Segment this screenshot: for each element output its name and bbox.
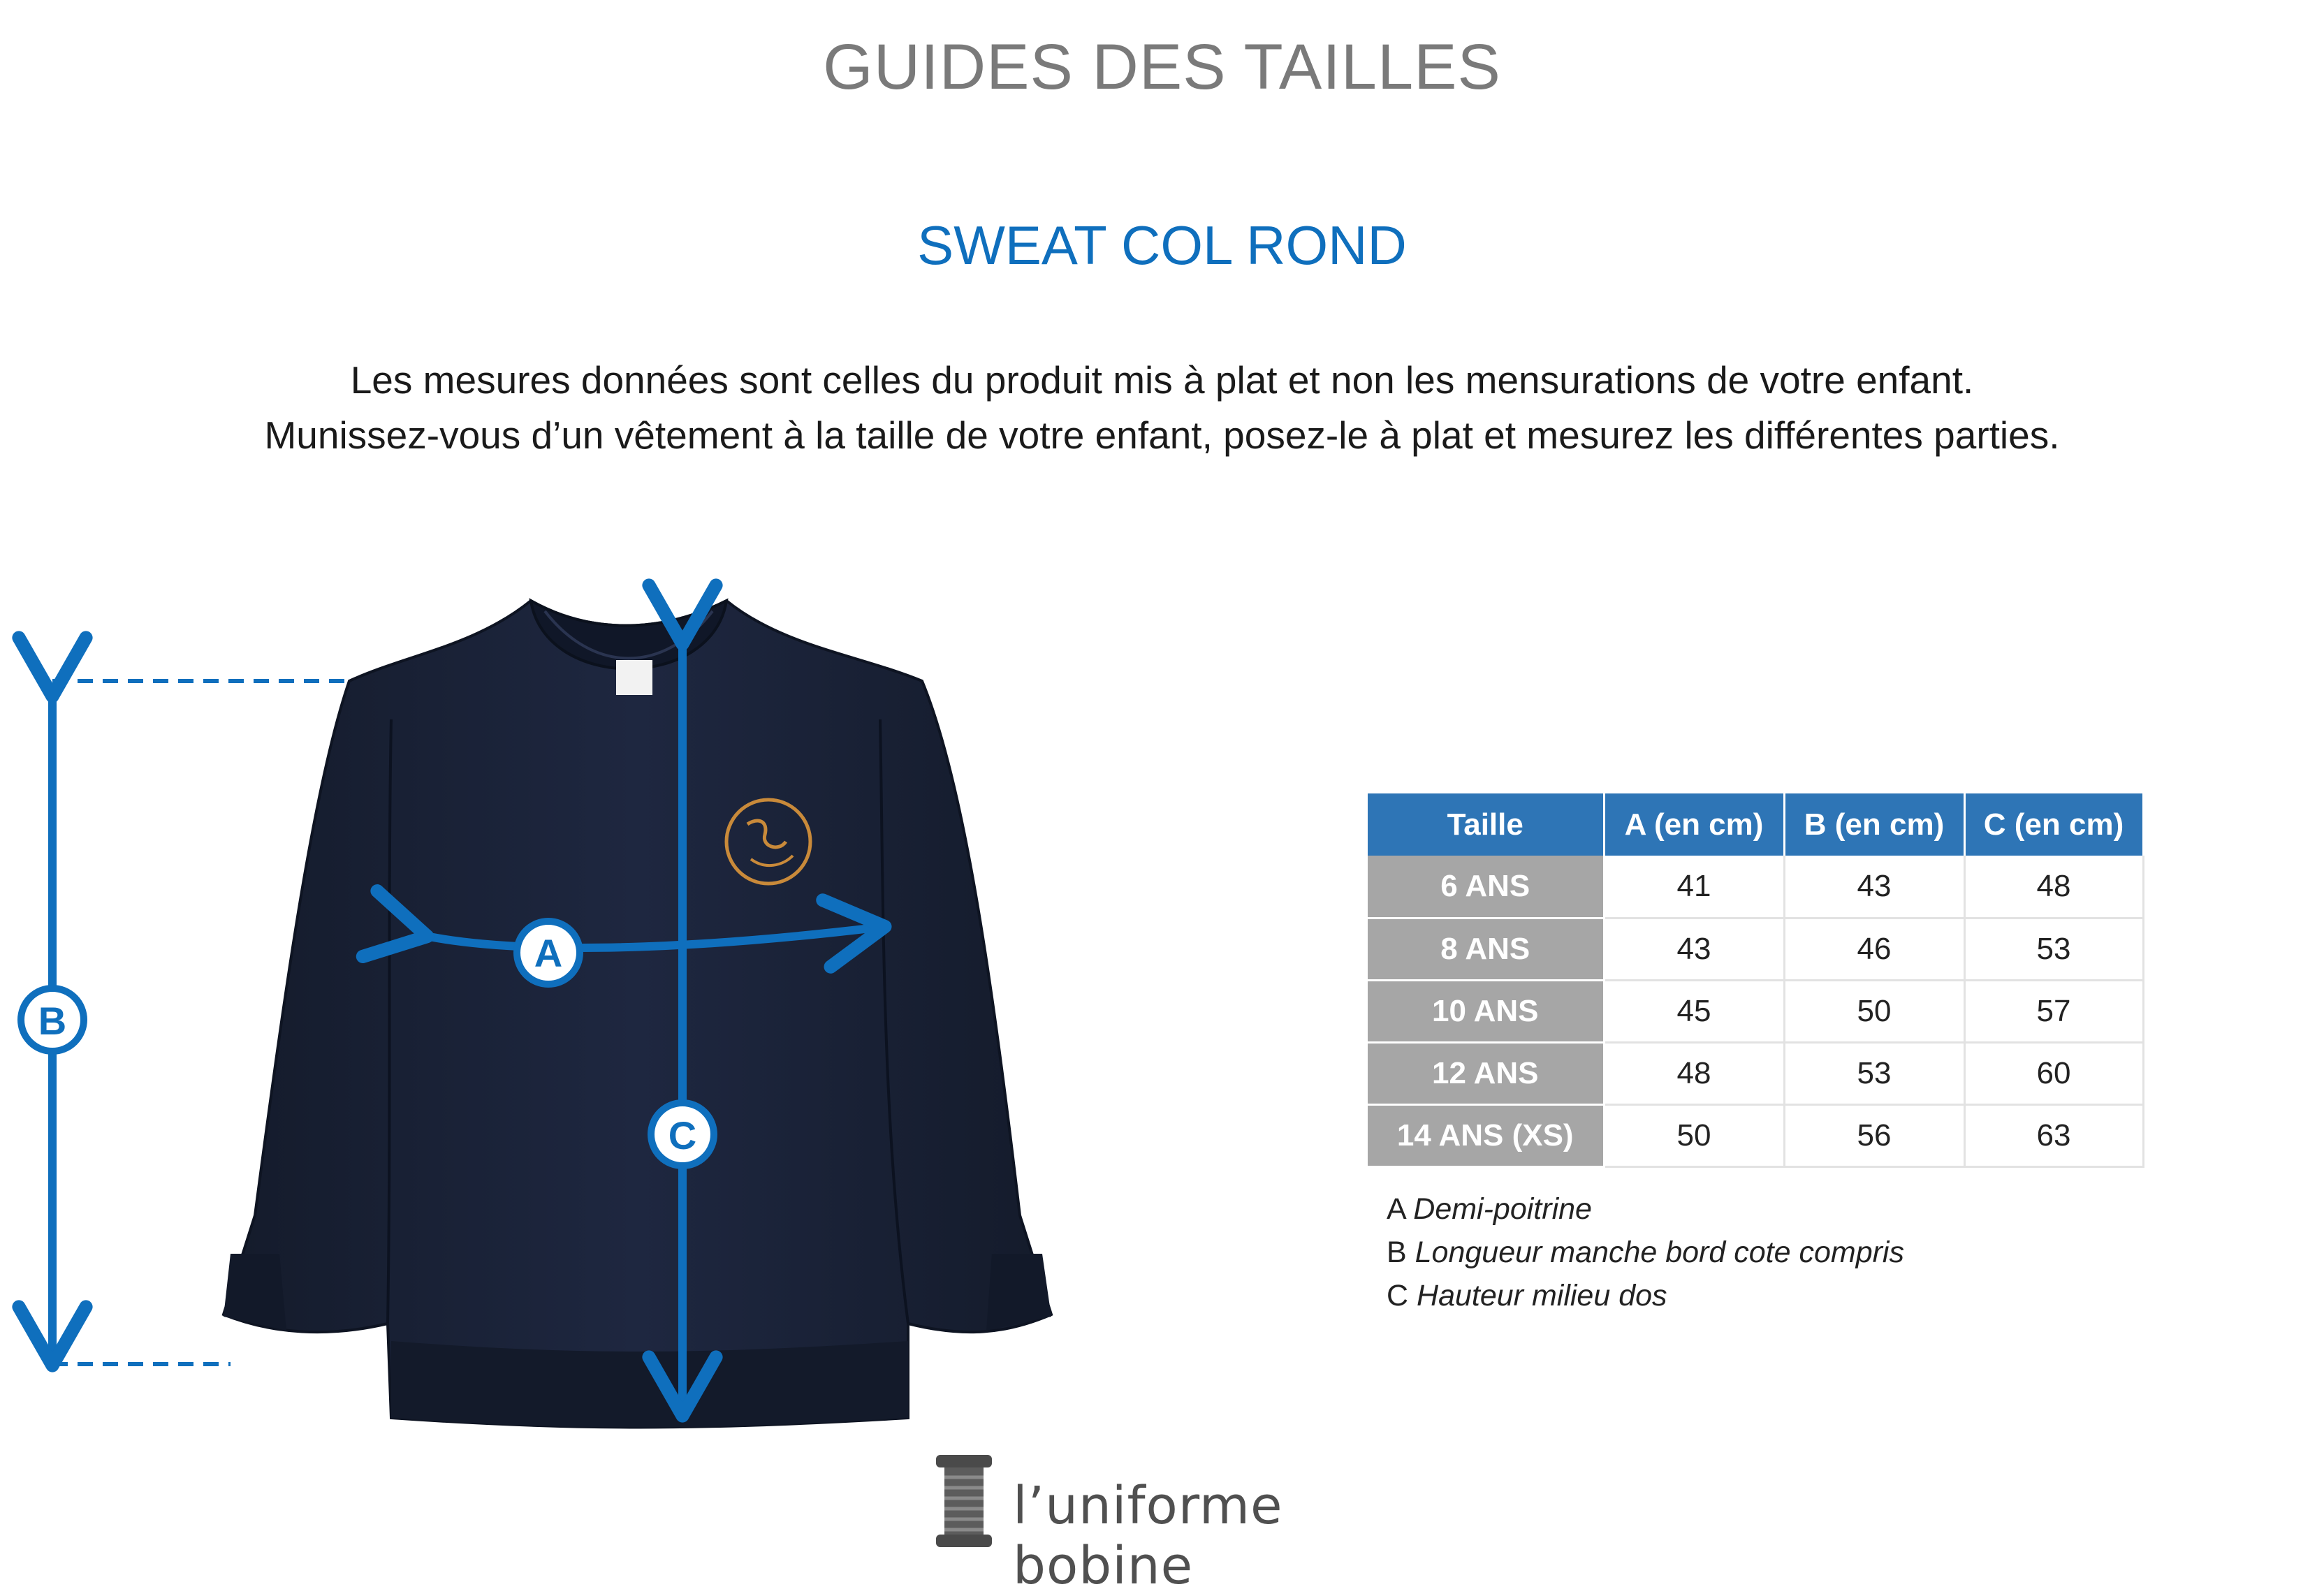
legend-text: Hauteur milieu dos [1417,1279,1667,1312]
intro-line-1: Les mesures données sont celles du produit mis à plat et non les mensurations de votre enfant. [350,358,1974,402]
size-table [1368,793,2144,1168]
size-cell: 6 ANS [1368,856,1604,918]
measure-a-label: A [534,931,563,975]
sweatshirt-image [224,601,1051,1428]
brand-logo [929,1449,1418,1596]
legend-item-c [1387,1274,1904,1317]
thread-spool-icon [929,1449,999,1554]
brand-name: l’uniforme bobine [1013,1476,1283,1596]
table-row [1368,1104,2143,1166]
legend-key: C [1387,1279,1409,1312]
legend-key: A [1387,1192,1405,1226]
legend-key: B [1387,1236,1407,1269]
table-row [1368,856,2143,918]
sweatshirt-body [224,601,1051,1428]
intro-line-2: Munissez-vous d’un vêtement à la taille de votre enfant, posez-le à plat et mesurez les différentes parties. [264,413,2060,457]
size-cell: 8 ANS [1368,918,1604,980]
header-a: A (en cm) [1604,793,1784,856]
value-a-cell: 45 [1604,980,1784,1042]
value-c-cell: 57 [1964,980,2143,1042]
value-c-cell: 63 [1964,1104,2143,1166]
value-b-cell: 46 [1784,918,1964,980]
value-b-cell: 56 [1784,1104,1964,1166]
value-a-cell: 48 [1604,1042,1784,1104]
legend-item-b [1387,1231,1904,1274]
measure-c-label: C [668,1113,697,1157]
table-row [1368,918,2143,980]
size-cell: 10 ANS [1368,980,1604,1042]
page-title: GUIDES DES TAILLES [823,31,1501,103]
measure-b-label: B [38,999,67,1043]
value-b-cell: 43 [1784,856,1964,918]
legend-item-a [1387,1187,1904,1231]
table-row [1368,980,2143,1042]
measurement-legend [1387,1187,1904,1317]
value-c-cell: 53 [1964,918,2143,980]
legend-text: Longueur manche bord cote compris [1415,1236,1904,1269]
value-c-cell: 60 [1964,1042,2143,1104]
value-a-cell: 50 [1604,1104,1784,1166]
legend-text: Demi-poitrine [1413,1192,1592,1226]
header-b: B (en cm) [1784,793,1964,856]
value-a-cell: 43 [1604,918,1784,980]
table-header-row [1368,793,2143,856]
measurement-diagram [0,489,1271,1467]
header-c: C (en cm) [1964,793,2143,856]
table-row [1368,1042,2143,1104]
value-b-cell: 53 [1784,1042,1964,1104]
product-title: SWEAT COL ROND [917,214,1407,276]
hem-rib [391,1341,908,1428]
value-a-cell: 41 [1604,856,1784,918]
neck-label [616,660,652,695]
intro-text [0,353,2324,463]
size-cell: 12 ANS [1368,1042,1604,1104]
value-b-cell: 50 [1784,980,1964,1042]
value-c-cell: 48 [1964,856,2143,918]
header-size: Taille [1368,793,1604,856]
size-cell: 14 ANS (XS) [1368,1104,1604,1166]
